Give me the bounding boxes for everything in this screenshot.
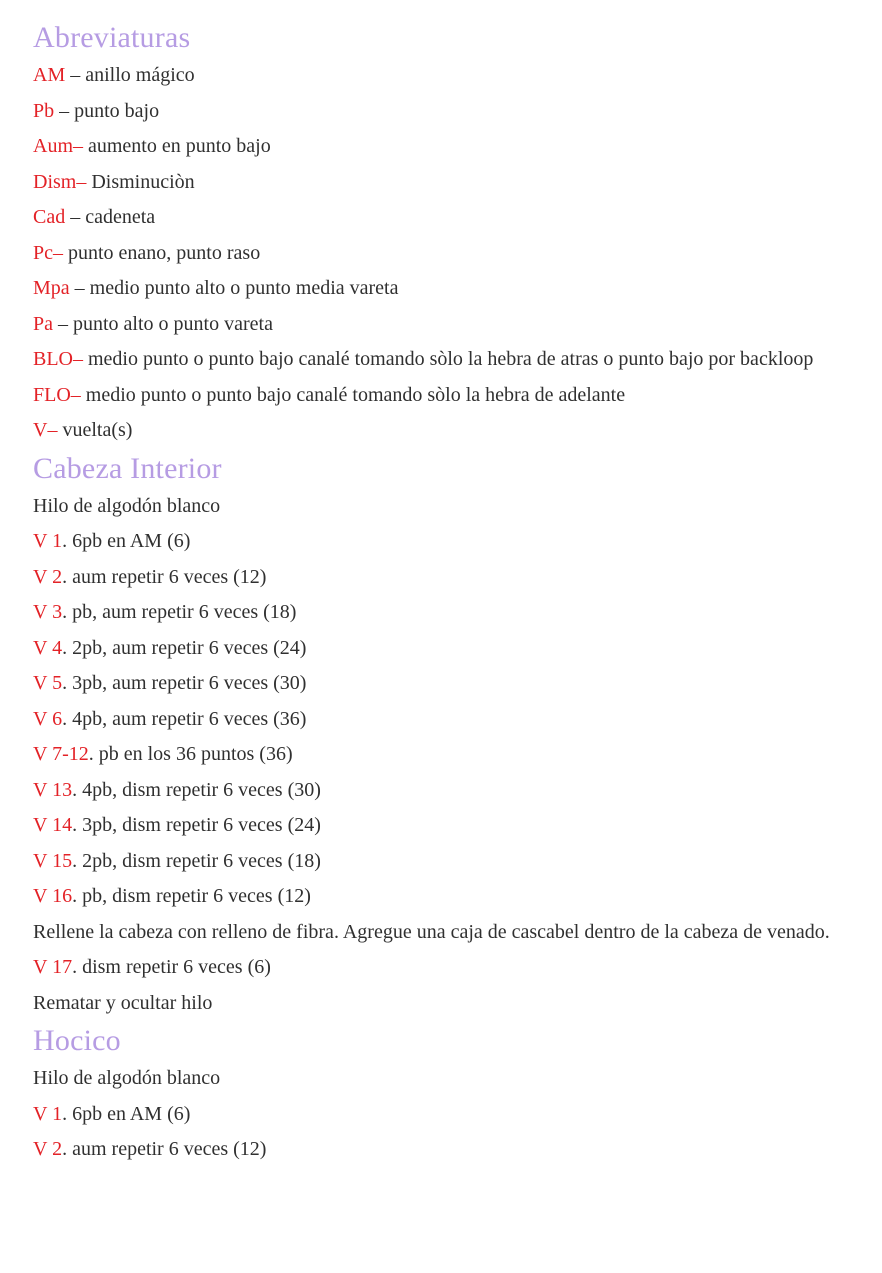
abbreviation-label: V– xyxy=(33,419,58,441)
line-text: medio punto o punto bajo canalé tomando sòlo la hebra de atras o punto bajo por backloop xyxy=(83,348,814,370)
line-text: – medio punto alto o punto media vareta xyxy=(69,277,399,299)
section-heading: Hocico xyxy=(33,1024,121,1057)
pattern-line xyxy=(33,413,833,449)
pattern-line xyxy=(33,808,833,844)
abbreviation-label: V 2 xyxy=(33,1138,63,1160)
pattern-line xyxy=(33,489,833,525)
line-text: . aum repetir 6 veces (12) xyxy=(62,565,267,588)
abbreviation-label: Pc– xyxy=(33,241,63,264)
abbreviation-label: Pb xyxy=(33,99,55,122)
pattern-line xyxy=(33,631,833,667)
abbreviation-label: V 3 xyxy=(33,601,63,623)
line-text: . pb en los 36 puntos (36) xyxy=(88,743,293,765)
pattern-line xyxy=(33,378,833,414)
line-text: . 2pb, aum repetir 6 veces (24) xyxy=(62,636,307,659)
pattern-line xyxy=(33,524,833,560)
abbreviation-label: V 16 xyxy=(33,885,73,907)
line-text: – anillo mágico xyxy=(65,64,195,86)
pattern-line xyxy=(33,915,833,951)
abbreviation-label: Dism– xyxy=(33,170,87,193)
pattern-line xyxy=(33,1132,833,1168)
pattern-line xyxy=(33,200,833,236)
line-text: Hilo de algodón blanco xyxy=(33,1067,221,1089)
line-text: . 4pb, dism repetir 6 veces (30) xyxy=(72,778,321,801)
line-text: . aum repetir 6 veces (12) xyxy=(62,1138,267,1160)
abbreviation-label: V 2 xyxy=(33,565,63,588)
pattern-line xyxy=(33,560,833,596)
pattern-line xyxy=(33,129,833,165)
pattern-line xyxy=(33,1097,833,1133)
abbreviation-label: V 7-12 xyxy=(33,743,89,765)
line-text: vuelta(s) xyxy=(57,419,133,441)
abbreviation-label: V 15 xyxy=(33,849,73,872)
abbreviation-label: V 6 xyxy=(33,707,63,730)
abbreviation-label: Aum– xyxy=(33,135,83,157)
pattern-line xyxy=(33,94,833,130)
line-text: Disminuciòn xyxy=(86,170,195,193)
line-text: . dism repetir 6 veces (6) xyxy=(72,956,271,978)
abbreviation-label: AM xyxy=(33,64,66,86)
line-text: – punto bajo xyxy=(54,99,160,122)
pattern-line xyxy=(33,271,833,307)
line-text: – cadeneta xyxy=(65,206,156,228)
pattern-line xyxy=(33,737,833,773)
pattern-line xyxy=(33,986,833,1022)
abbreviation-label: V 1 xyxy=(33,1102,63,1125)
section-heading: Abreviaturas xyxy=(33,21,191,54)
line-text: . 3pb, aum repetir 6 veces (30) xyxy=(62,672,307,694)
pattern-line xyxy=(33,844,833,880)
section-heading: Cabeza Interior xyxy=(33,451,222,485)
line-text: – punto alto o punto vareta xyxy=(53,312,273,335)
abbreviation-label: Mpa xyxy=(33,277,70,299)
abbreviation-label: BLO– xyxy=(33,348,83,370)
line-text: medio punto o punto bajo canalé tomando sòlo la hebra de adelante xyxy=(80,383,626,406)
abbreviation-label: V 1 xyxy=(33,530,63,552)
pattern-line xyxy=(33,773,833,809)
pattern-line xyxy=(33,950,833,986)
line-text: . pb, aum repetir 6 veces (18) xyxy=(62,601,297,623)
line-text: Rematar y ocultar hilo xyxy=(33,991,213,1014)
pattern-line xyxy=(33,1061,833,1097)
pattern-line xyxy=(33,307,833,343)
pattern-line xyxy=(33,165,833,201)
document-content xyxy=(33,18,833,1168)
abbreviation-label: V 13 xyxy=(33,778,73,801)
line-text: . 6pb en AM (6) xyxy=(62,530,191,552)
line-text: . pb, dism repetir 6 veces (12) xyxy=(72,885,311,907)
abbreviation-label: V 17 xyxy=(33,956,73,978)
line-text: aumento en punto bajo xyxy=(83,135,271,157)
line-text: . 2pb, dism repetir 6 veces (18) xyxy=(72,849,321,872)
line-text: punto enano, punto raso xyxy=(63,241,261,264)
pattern-line xyxy=(33,879,833,915)
pattern-line xyxy=(33,702,833,738)
pattern-line xyxy=(33,236,833,272)
abbreviation-label: V 4 xyxy=(33,636,63,659)
pattern-line xyxy=(33,595,833,631)
line-text: . 6pb en AM (6) xyxy=(62,1102,191,1125)
abbreviation-label: V 5 xyxy=(33,672,63,694)
line-text: . 3pb, dism repetir 6 veces (24) xyxy=(72,814,321,836)
line-text: . 4pb, aum repetir 6 veces (36) xyxy=(62,707,307,730)
pattern-line xyxy=(33,666,833,702)
abbreviation-label: Cad xyxy=(33,206,66,228)
pattern-line xyxy=(33,58,833,94)
abbreviation-label: FLO– xyxy=(33,383,81,406)
abbreviation-label: V 14 xyxy=(33,814,73,836)
line-text: Hilo de algodón blanco xyxy=(33,494,221,517)
line-text: Rellene la cabeza con relleno de fibra. Agregue una caja de cascabel dentro de la cabeza de venado. xyxy=(33,920,830,943)
abbreviation-label: Pa xyxy=(33,312,53,335)
pattern-line xyxy=(33,342,833,378)
